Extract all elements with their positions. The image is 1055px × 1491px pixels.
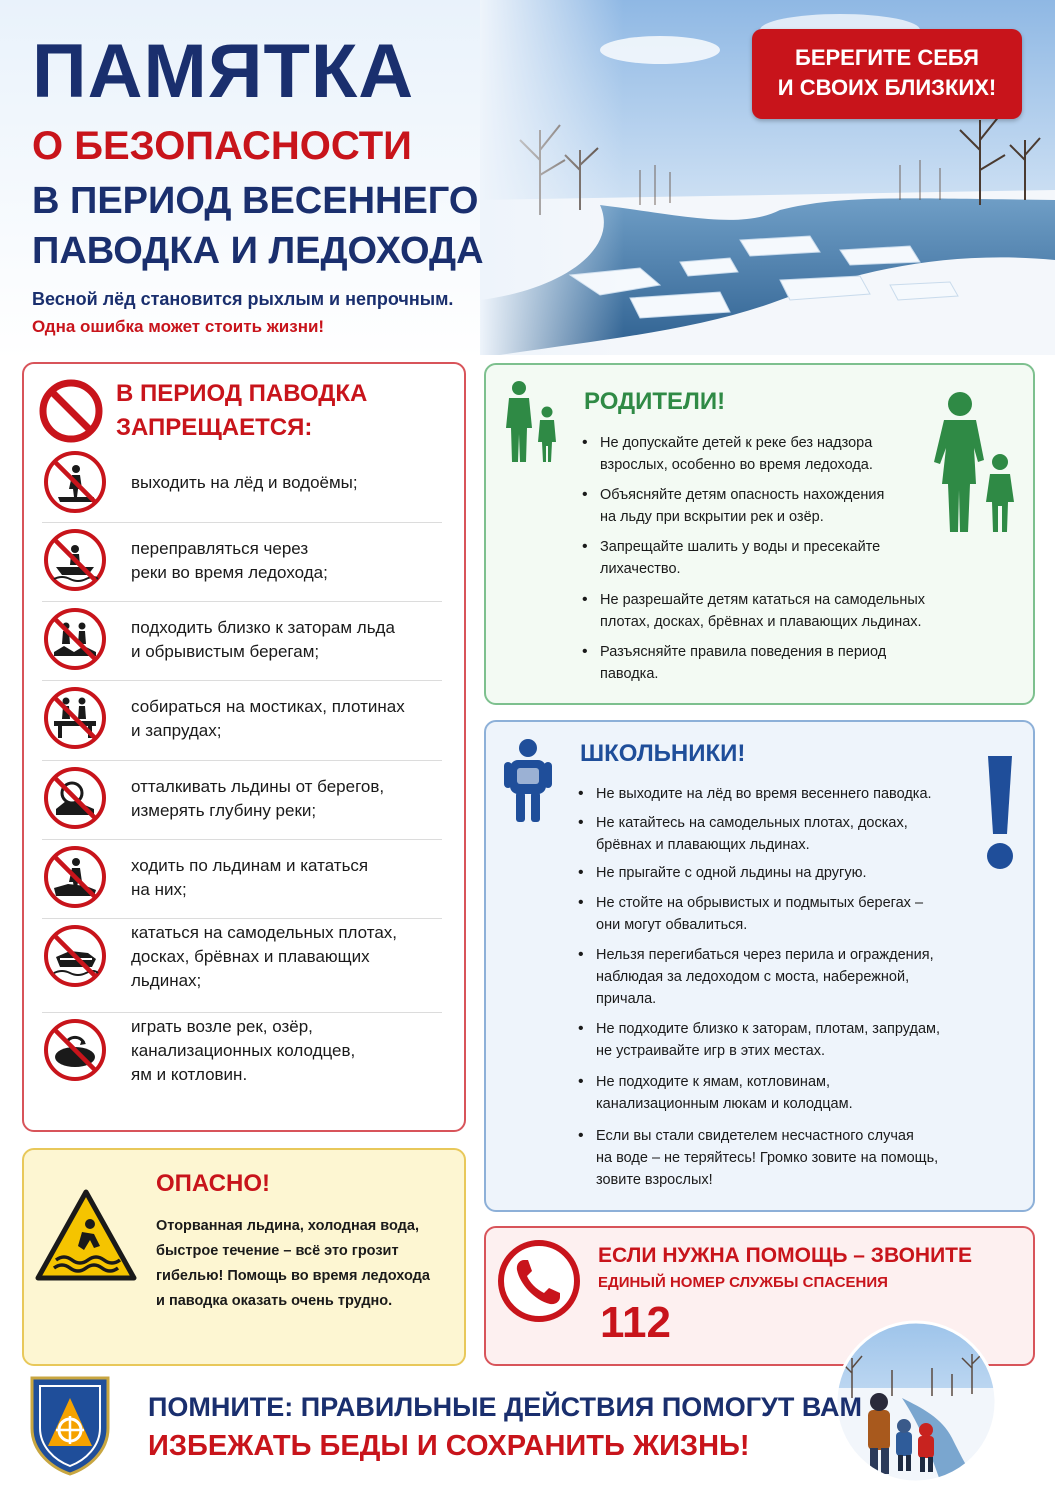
manhole-icon <box>42 1017 108 1083</box>
person-on-floe-icon <box>42 844 108 910</box>
parents-list-item <box>600 432 873 476</box>
danger-text-line: быстрое течение – всё это грозит <box>156 1243 399 1259</box>
warning-drowning-icon <box>34 1188 138 1284</box>
students-list-item-line: зовите взрослых! <box>596 1172 713 1188</box>
prohibited-item-text: льдинах; <box>131 971 202 990</box>
prohibited-item-text: подходить близко к заторам льда <box>131 618 395 637</box>
prohibited-item-text: ходить по льдинам и кататься <box>131 856 369 875</box>
prohibited-item <box>42 839 442 917</box>
students-list-item-line: • Не стойте на обрывистых и подмытых берегах – <box>596 895 924 911</box>
danger-text <box>156 1214 451 1314</box>
parents-list-item-line: • Не допускайте детей к реке без надзора <box>600 435 873 451</box>
prohibited-item-text: и обрывистым берегам; <box>131 642 320 661</box>
poster-subtitle-line3: ПАВОДКА И ЛЕДОХОДА <box>32 230 484 272</box>
prohibited-item-text: играть возле рек, озёр, <box>131 1017 313 1036</box>
care-badge-line1: БЕРЕГИТЕ СЕБЯ <box>795 45 979 70</box>
students-list-item-line: • Если вы стали свидетелем несчастного случая <box>596 1128 914 1144</box>
students-list-item <box>596 944 934 1010</box>
parents-list-item-line: • Объясняйте детям опасность нахождения <box>600 487 885 503</box>
parents-title: РОДИТЕЛИ! <box>584 388 726 415</box>
students-list-item <box>596 783 932 805</box>
prohibited-item-text: измерять глубину реки; <box>131 801 317 820</box>
poster-subtitle-line2: В ПЕРИОД ВЕСЕННЕГО <box>32 180 479 222</box>
prohibited-item-text: реки во время ледохода; <box>131 563 328 582</box>
prohibited-item <box>42 522 442 600</box>
parent-child-icon <box>502 378 562 466</box>
help-title: ЕСЛИ НУЖНА ПОМОЩЬ – ЗВОНИТЕ <box>598 1244 973 1267</box>
danger-text-line: гибелью! Помощь во время ледохода <box>156 1268 430 1284</box>
mother-child-silhouette-icon <box>930 390 1020 538</box>
care-badge <box>752 29 1022 119</box>
footer-line2: ИЗБЕЖАТЬ БЕДЫ И СОХРАНИТЬ ЖИЗНЬ! <box>148 1430 750 1462</box>
prohibition-icon <box>38 378 104 444</box>
prohibited-item-text: выходить на лёд и водоёмы; <box>131 473 358 492</box>
exclamation-icon <box>980 752 1020 872</box>
parents-list-item-line: взрослых, особенно во время ледохода. <box>600 457 873 473</box>
prohibited-item <box>42 445 442 523</box>
parents-list-item <box>600 589 925 633</box>
parents-list-item <box>600 641 886 685</box>
students-title: ШКОЛЬНИКИ! <box>580 740 746 767</box>
ice-floe-push-icon <box>42 765 108 831</box>
danger-text-line: Оторванная льдина, холодная вода, <box>156 1218 419 1234</box>
parents-list-item-line: плотах, досках, брёвнах и плавающих льдинах. <box>600 614 922 630</box>
prohibited-item-text: на них; <box>131 880 187 899</box>
students-list-item-line: причала. <box>596 991 657 1007</box>
students-list-item <box>596 862 866 884</box>
parents-list-item-line: на льду при вскрытии рек и озёр. <box>600 509 824 525</box>
footer-line1: ПОМНИТЕ: ПРАВИЛЬНЫЕ ДЕЙСТВИЯ ПОМОГУТ ВАМ <box>148 1392 862 1422</box>
prohibited-item <box>42 1012 442 1090</box>
prohibited-item-text: отталкивать льдины от берегов, <box>131 777 385 796</box>
prohibited-item-text: переправляться через <box>131 539 309 558</box>
parents-list-item-line: паводка. <box>600 666 659 682</box>
prohibited-item-text: кататься на самодельных плотах, <box>131 923 398 942</box>
prohibited-item-text: и запрудах; <box>131 721 222 740</box>
phone-icon <box>496 1238 582 1324</box>
parents-list-item-line: • Запрещайте шалить у воды и пресекайте <box>600 539 881 555</box>
students-list-item-line: • Нельзя перегибаться через перила и ограждения, <box>596 947 934 963</box>
prohibited-item-text: досках, брёвнах и плавающих <box>131 947 370 966</box>
students-list-item-line: наблюдая за ледоходом с моста, набережной, <box>596 969 910 985</box>
students-list-item-line: брёвнах и плавающих льдинах. <box>596 837 810 853</box>
students-list-item <box>596 1125 938 1191</box>
poster-subtitle-red: О БЕЗОПАСНОСТИ <box>32 124 412 168</box>
emergency-ministry-emblem-icon <box>26 1372 114 1478</box>
students-list-item-line: не устраивайте игр в этих местах. <box>596 1043 825 1059</box>
help-subtitle: ЕДИНЫЙ НОМЕР СЛУЖБЫ СПАСЕНИЯ <box>598 1274 888 1291</box>
prohibited-item <box>42 680 442 758</box>
parents-list-item-line: лихачество. <box>600 561 681 577</box>
students-list-item-line: • Не выходите на лёд во время весеннего паводка. <box>596 786 932 802</box>
people-on-bridge-icon <box>42 685 108 751</box>
students-list-item-line: канализационным люкам и колодцам. <box>596 1096 853 1112</box>
lead-text-blue: Весной лёд становится рыхлым и непрочным. <box>32 289 454 309</box>
students-list-item <box>596 1071 853 1115</box>
students-list-item <box>596 1018 940 1062</box>
parents-list-item <box>600 536 880 580</box>
students-list-item-line: на воде – не теряйтесь! Громко зовите на помощь, <box>596 1150 939 1166</box>
prohibited-item <box>42 918 442 996</box>
schoolchild-icon <box>502 738 554 824</box>
students-list-item <box>596 892 923 936</box>
students-list-item-line: • Не катайтесь на самодельных плотах, досках, <box>596 815 908 831</box>
parents-list-item-line: • Не разрешайте детям кататься на самодельных <box>600 592 926 608</box>
students-list-item <box>596 812 908 856</box>
person-on-ice-icon <box>42 449 108 515</box>
prohibited-item-text: собираться на мостиках, плотинах <box>131 697 405 716</box>
care-badge-line2: И СВОИХ БЛИЗКИХ! <box>777 75 997 100</box>
danger-text-line: и паводка оказать очень трудно. <box>156 1293 393 1309</box>
boat-icon <box>42 527 108 593</box>
students-list-item-line: • Не подходите к ямам, котловинам, <box>596 1074 831 1090</box>
people-near-ice-jam-icon <box>42 606 108 672</box>
prohibited-item <box>42 601 442 679</box>
prohibited-item-text: канализационных колодцев, <box>131 1041 356 1060</box>
students-list-item-line: • Не подходите близко к заторам, плотам, запрудам, <box>596 1021 941 1037</box>
parents-list-item <box>600 484 884 528</box>
danger-title: ОПАСНО! <box>156 1170 270 1197</box>
prohibited-title-line1: В ПЕРИОД ПАВОДКА <box>116 380 368 407</box>
prohibited-item <box>42 760 442 838</box>
parents-list-item-line: • Разъясняйте правила поведения в период <box>600 644 887 660</box>
prohibited-item-text: ям и котловин. <box>131 1065 248 1084</box>
emergency-number: 112 <box>600 1298 671 1347</box>
lead-text-red: Одна ошибка может стоить жизни! <box>32 317 325 336</box>
raft-icon <box>42 923 108 989</box>
prohibited-title-line2: ЗАПРЕЩАЕТСЯ: <box>116 414 313 441</box>
students-list-item-line: • Не прыгайте с одной льдины на другую. <box>596 865 867 881</box>
students-list-item-line: они могут обвалиться. <box>596 917 748 933</box>
poster-title: ПАМЯТКА <box>32 29 415 114</box>
